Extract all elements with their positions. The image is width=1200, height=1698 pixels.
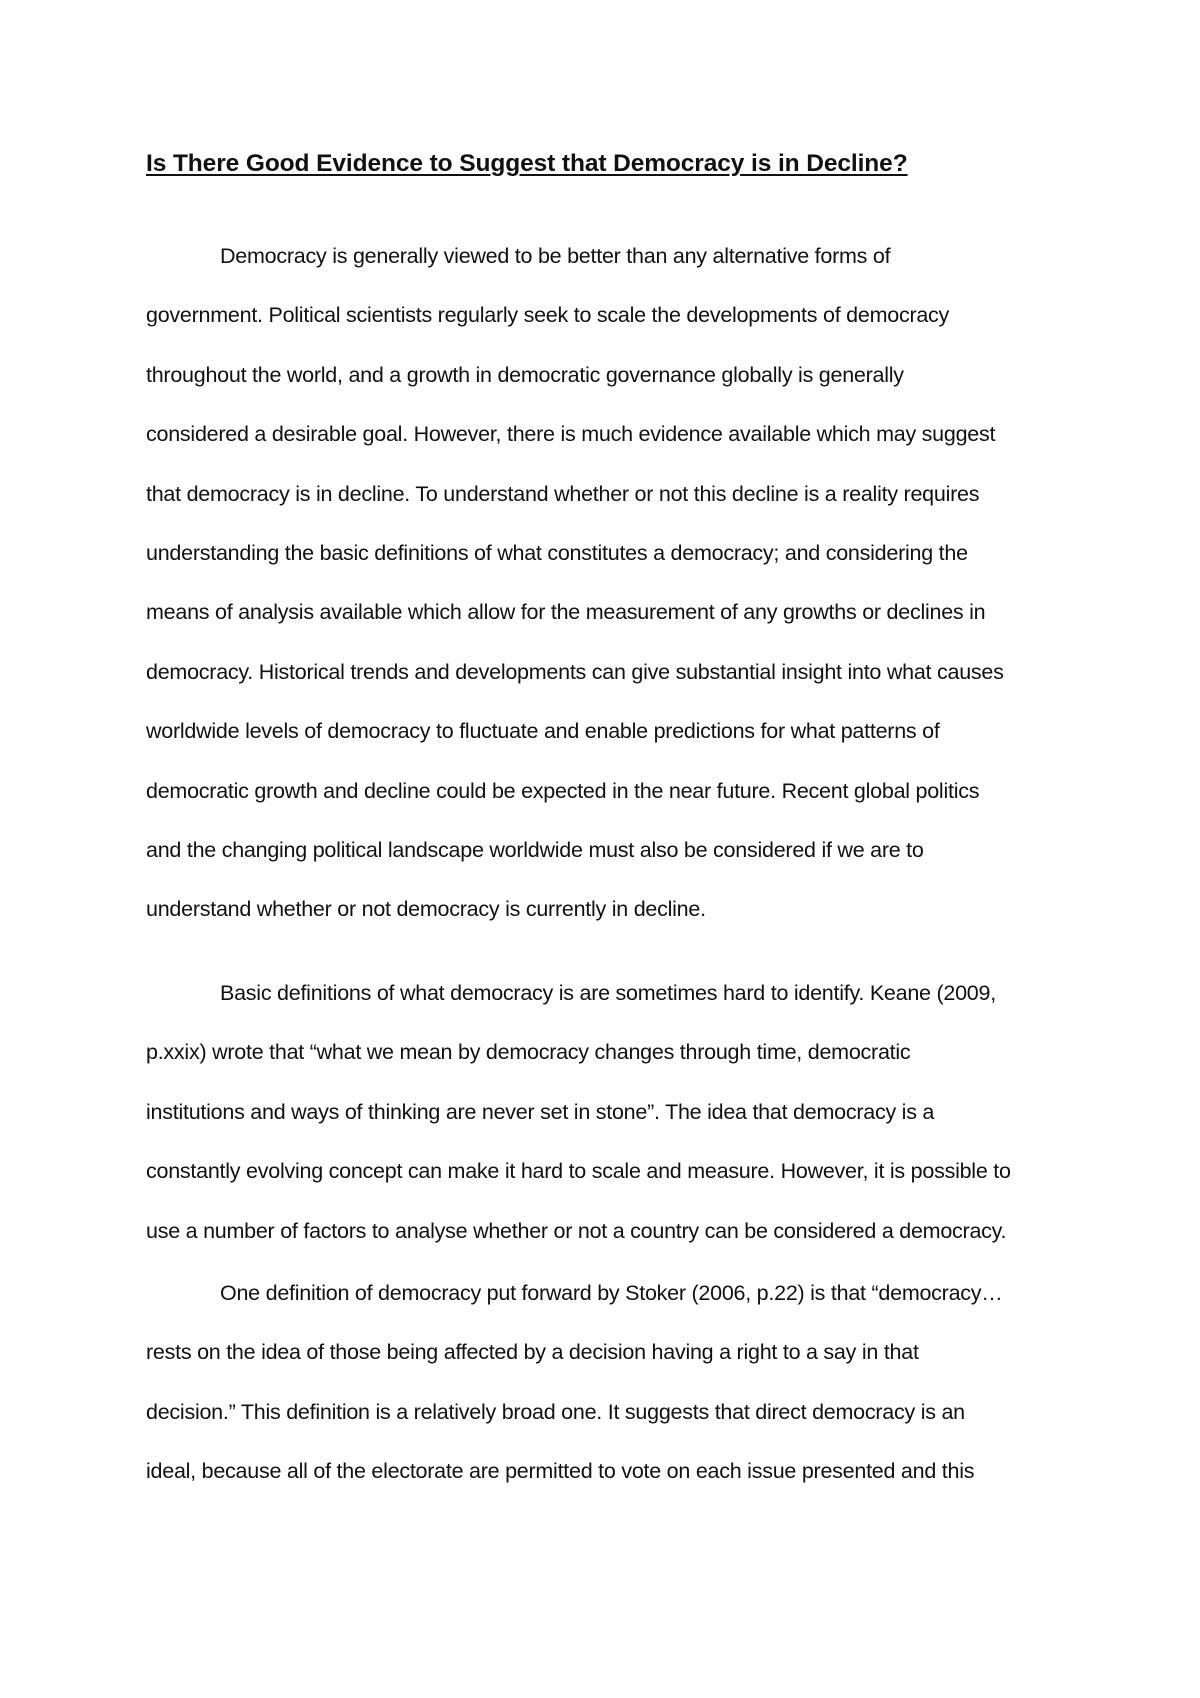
paragraph-line: worldwide levels of democracy to fluctuate and enable predictions for what patterns of [146,719,940,744]
paragraph-line: democracy. Historical trends and developments can give substantial insight into what causes [146,659,1004,684]
paragraph-line: means of analysis available which allow for the measurement of any growths or declines in [146,600,986,625]
paragraph-line: Basic definitions of what democracy is are sometimes hard to identify. Keane (2009, [220,981,996,1005]
paragraph-line: government. Political scientists regularly seek to scale the developments of democracy [146,303,950,328]
paragraph-line: understand whether or not democracy is currently in decline. [146,897,706,922]
paragraph-line: that democracy is in decline. To understand whether or not this decline is a reality requires [146,481,980,506]
paragraph-line: rests on the idea of those being affected by a decision having a right to a say in that [146,1340,919,1365]
paragraph-line: and the changing political landscape worldwide must also be considered if we are to [146,837,924,862]
paragraph-line: One definition of democracy put forward by Stoker (2006, p.22) is that “democracy… [220,1281,1003,1305]
paragraph-line: understanding the basic definitions of what constitutes a democracy; and considering the [146,540,968,565]
paragraph-line: institutions and ways of thinking are never set in stone”. The idea that democracy is a [146,1099,935,1124]
paragraph-introduction [146,227,1004,940]
paragraph-line: p.xxix) wrote that “what we mean by democracy changes through time, democratic [146,1040,911,1065]
paragraph-definitions [146,964,1011,1261]
paragraph-line: democratic growth and decline could be expected in the near future. Recent global politics [146,778,980,803]
paragraph-line: Democracy is generally viewed to be better than any alternative forms of [220,244,891,268]
paragraph-line: considered a desirable goal. However, there is much evidence available which may suggest [146,422,996,447]
paragraph-stoker-definition [146,1264,1003,1502]
document-title: Is There Good Evidence to Suggest that Democracy is in Decline? [146,150,908,177]
paragraph-line: decision.” This definition is a relatively broad one. It suggests that direct democracy is an [146,1399,965,1424]
paragraph-line: throughout the world, and a growth in democratic governance globally is generally [146,362,904,387]
paragraph-line: constantly evolving concept can make it hard to scale and measure. However, it is possible to [146,1159,1011,1184]
paragraph-line: use a number of factors to analyse whether or not a country can be considered a democracy. [146,1218,1007,1243]
paragraph-line: ideal, because all of the electorate are permitted to vote on each issue presented and this [146,1459,975,1484]
